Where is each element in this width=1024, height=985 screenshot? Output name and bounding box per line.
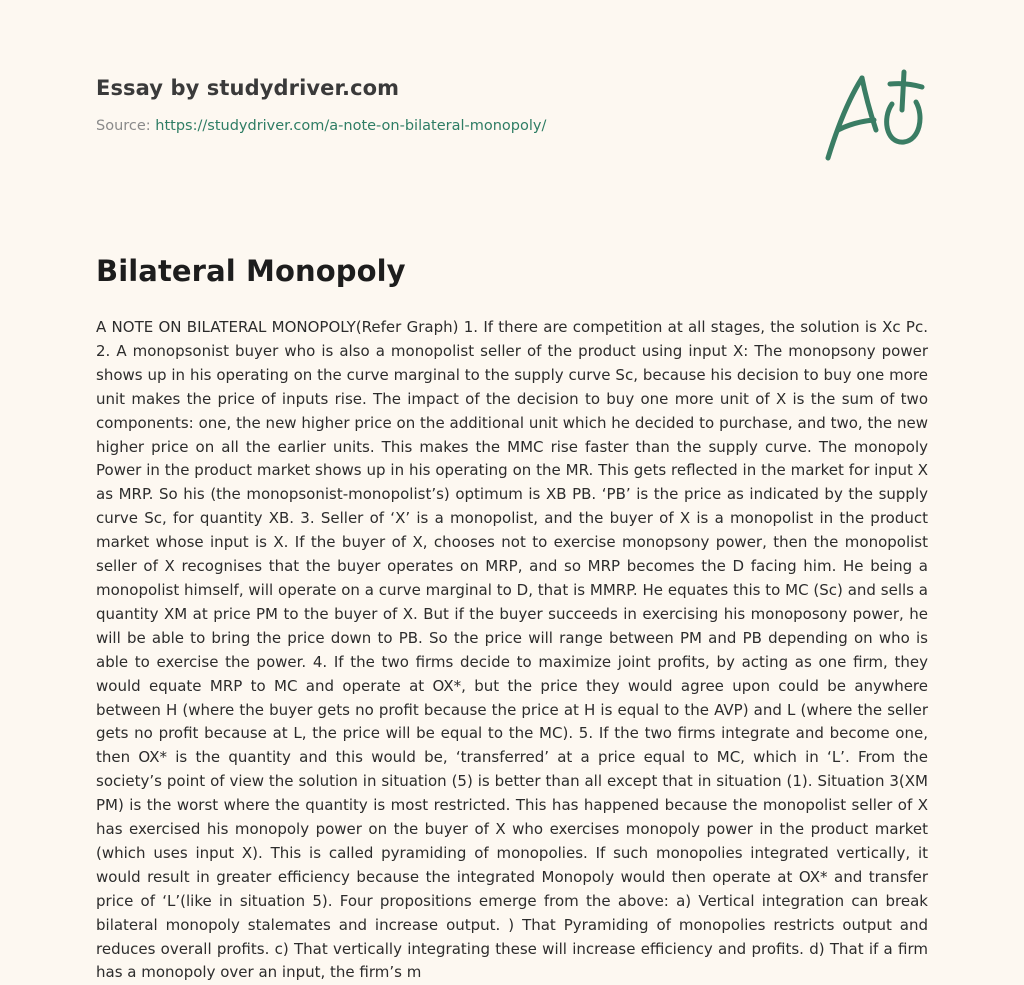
- source-link[interactable]: https://studydriver.com/a-note-on-bilateral-monopoly/: [155, 118, 547, 134]
- essay-header: [96, 76, 796, 134]
- essay-body: A NOTE ON BILATERAL MONOPOLY(Refer Graph) 1. If there are competition at all stages, the solution is Xc Pc. 2. A monopsonist buyer who is also a monopolist seller of the product using input X: The monopsony power shows up in his operating on the curve marginal to the supply curve Sc, because his decision to buy one more unit makes the price of inputs rise. The impact of the decision to buy one more unit of X is the sum of two components: one, the new higher price on the additional unit which he decided to purchase, and two, the new higher price on all the earlier units. This makes the MMC rise faster than the supply curve. The monopoly Power in the product market shows up in his operating on the MR. This gets reflected in the market for input X as MRP. So his (the monopsonist-monopolist’s) optimum is XB PB. ‘PB’ is the price as indicated by the supply curve Sc, for quantity XB. 3. Seller of ‘X’ is a monopolist, and the buyer of X is a monopolist in the product market whose input is X. If the buyer of X, chooses not to exercise monopsony power, then the monopolist seller of X recognises that the buyer operates on MRP, and so MRP becomes the D facing him. He being a monopolist himself, will operate on a curve marginal to D, that is MMRP. He equates this to MC (Sc) and sells a quantity XM at price PM to the buyer of X. But if the buyer succeeds in exercising his monoposony power, he will be able to bring the price down to PB. So the price will range between PM and PB depending on who is able to exercise the power. 4. If the two firms decide to maximize joint profits, by acting as one firm, they would equate MRP to MC and operate at OX*, but the price they would agree upon could be anywhere between H (where the buyer gets no profit because the price at H is equal to the AVP) and L (where the seller gets no profit because at L, the price will be equal to the MC). 5. If the two firms integrate and become one, then OX* is the quantity and this would be, ‘transferred’ at a price equal to MC, which in ‘L’. From the society’s point of view the solution in situation (5) is better than all except that in situation (1). Situation 3(XM PM) is the worst where the quantity is most restricted. This has happened because the monopolist seller of X has exercised his monopoly power on the buyer of X who exercises monopoly power in the product market (which uses input X). This is called pyramiding of monopolies. If such monopolies integrated vertically, it would result in greater efficiency because the integrated Monopoly would then operate at OX* and transfer price of ‘L’(like in situation 5). Four propositions emerge from the above: a) Vertical integration can break bilateral monopoly stalemates and increase output. ) That Pyramiding of monopolies restricts output and reduces overall profits. c) That vertically integrating these will increase efficiency and profits. d) That if a firm has a monopoly over an input, the firm’s m: [96, 318, 928, 982]
- source-label: Source:: [96, 118, 156, 134]
- essay-by-heading: Essay by studydriver.com: [96, 76, 400, 100]
- a-plus-grade-icon: [820, 66, 930, 166]
- source-line: [96, 118, 796, 134]
- essay-title: Bilateral Monopoly: [96, 254, 406, 288]
